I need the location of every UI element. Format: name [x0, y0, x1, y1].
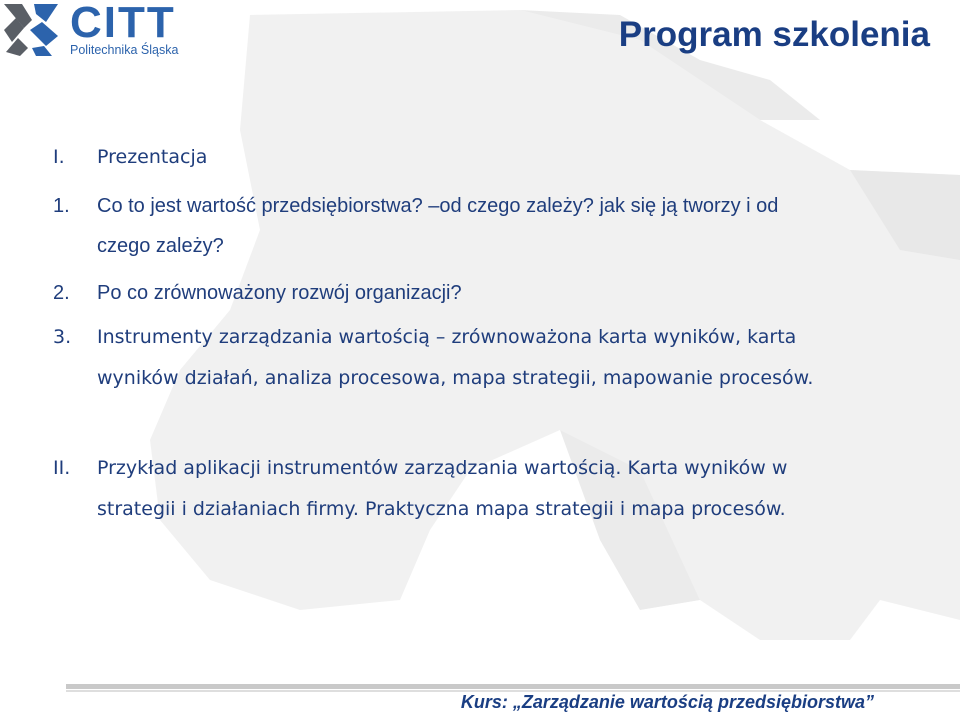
item-text-line: czego zależy? [97, 235, 224, 257]
citt-logo-icon [2, 2, 62, 58]
item-text-line: Prezentacja [97, 146, 208, 168]
item-marker: 2. [53, 282, 70, 304]
item-text-line: Instrumenty zarządzania wartością – zrównoważona karta wyników, karta [97, 326, 797, 348]
item-marker: 3. [53, 326, 72, 348]
item-text-line: strategii i działaniach firmy. Praktyczna mapa strategii i mapa procesów. [97, 498, 786, 520]
item-marker: 1. [53, 195, 70, 217]
citt-logo [2, 2, 217, 58]
item-marker: II. [53, 457, 71, 479]
item-text-line: Co to jest wartość przedsiębiorstwa? –od czego zależy? jak się ją tworzy i od [97, 195, 779, 217]
course-footer: Kurs: „Zarządzanie wartością przedsiębiorstwa” [460, 692, 874, 712]
item-text-line: wyników działań, analiza procesowa, mapa strategii, mapowanie procesów. [97, 367, 814, 389]
logo-name: CITT [70, 0, 176, 47]
item-text-line: Po co zrównoważony rozwój organizacji? [97, 282, 462, 304]
item-marker: I. [53, 146, 65, 168]
footer-divider [66, 684, 960, 689]
slide-title: Program szkolenia [618, 15, 930, 54]
logo-subtitle: Politechnika Śląska [70, 43, 179, 57]
item-text-line: Przykład aplikacji instrumentów zarządzania wartością. Karta wyników w [97, 457, 788, 479]
